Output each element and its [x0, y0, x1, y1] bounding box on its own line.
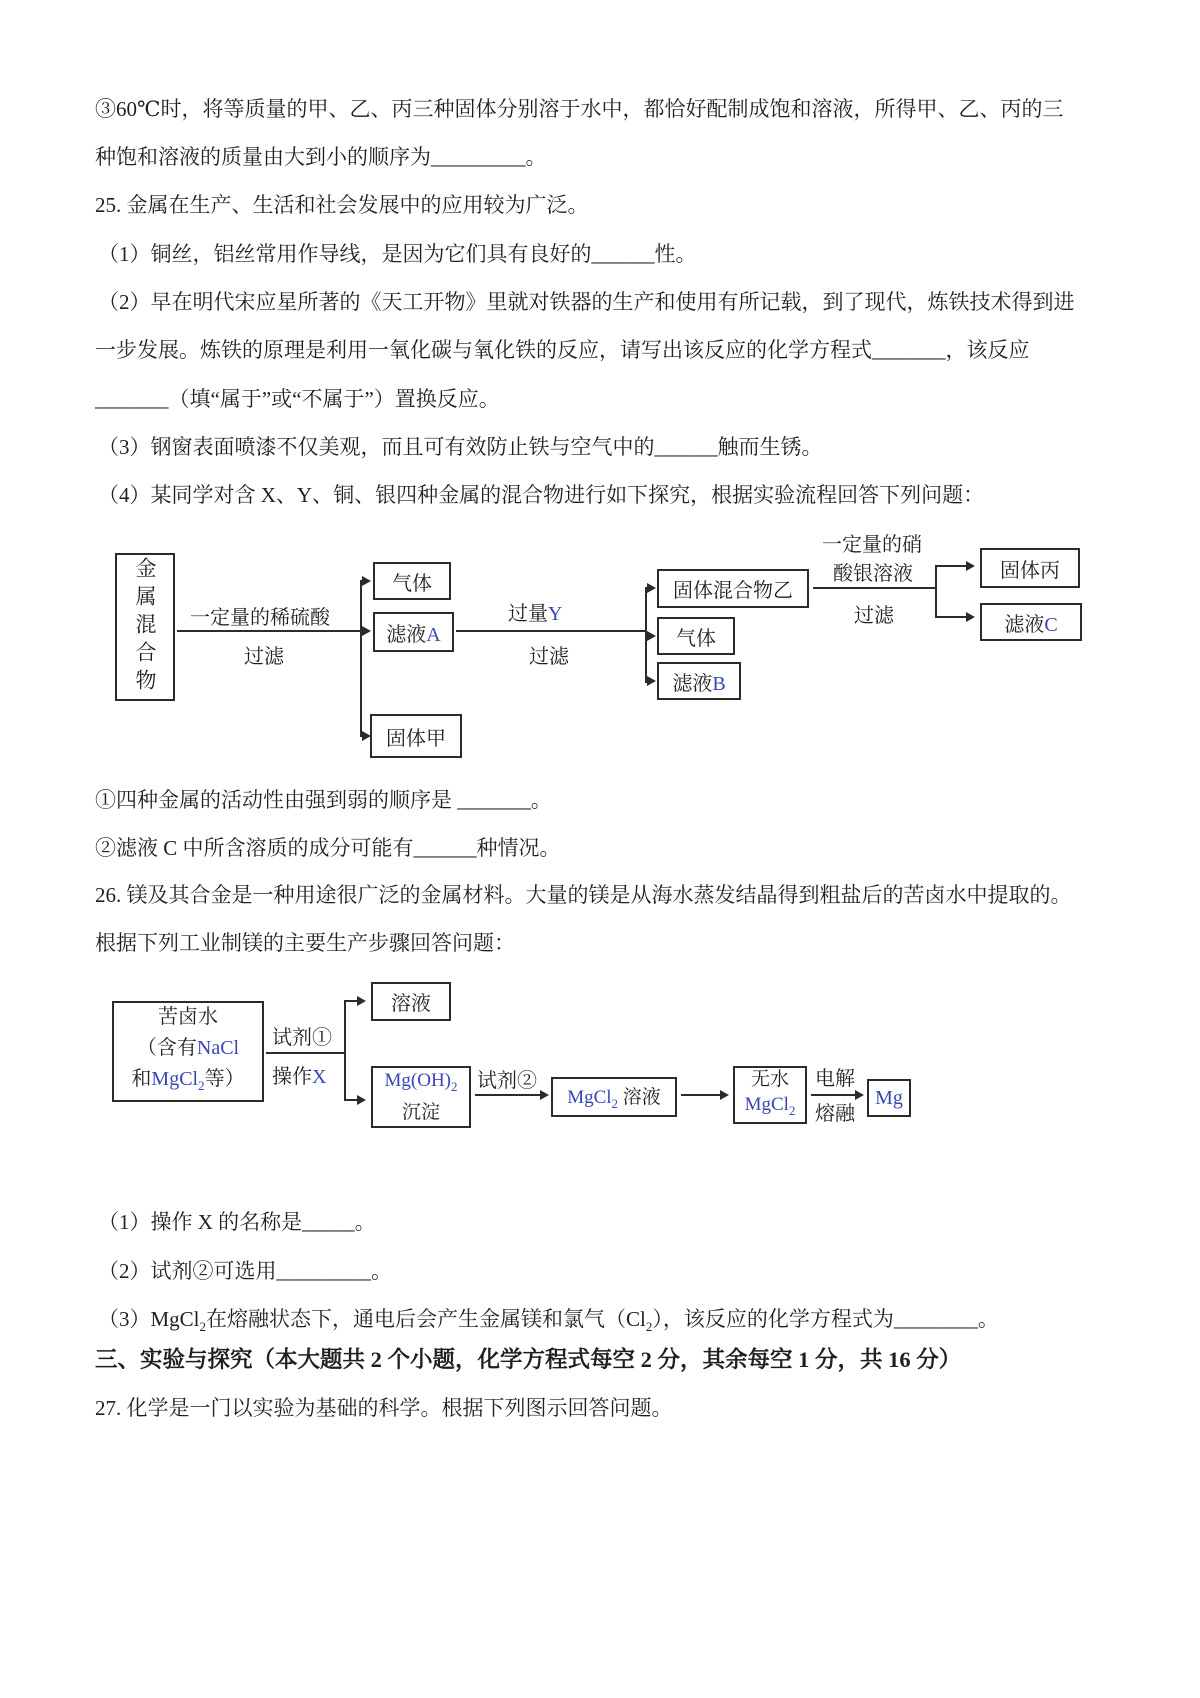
question-26-2: （2）试剂②可选用_________。: [98, 1259, 392, 1283]
flow-line-reagent-2: [475, 1094, 543, 1096]
label-molten: 熔融: [815, 1103, 855, 1125]
box-solid-bing: [980, 548, 1080, 588]
question-26-stem-line2: 根据下列工业制镁的主要生产步骤回答问题：: [95, 931, 515, 955]
box-filtrate-c: [980, 603, 1082, 641]
question-26-stem-line1: 26. 镁及其合金是一种用途很广泛的金属材料。大量的镁是从海水蒸发结晶得到粗盐后的苦卤水中提取的。: [95, 883, 1072, 907]
flow-stub-filtrate-c: [937, 616, 968, 618]
box-mgcl2-solution: [551, 1077, 677, 1117]
arrow-to-mg: [855, 1090, 864, 1100]
arrow-to-gas-2: [647, 631, 656, 641]
question-24-3-line2: 种饱和溶液的质量由大到小的顺序为_________。: [95, 145, 547, 169]
label-excess-y: 过量Y: [508, 603, 563, 625]
question-25-1: （1）铜丝，铝丝常用作导线，是因为它们具有良好的______性。: [98, 242, 697, 266]
box-anhydrous-text: 无水: [750, 1069, 789, 1091]
question-25-2-line3: _______（填“属于”或“不属于”）置换反应。: [95, 387, 500, 411]
box-mg-label: Mg: [875, 1086, 903, 1109]
question-25-4: （4）某同学对含 X、Y、铜、银四种金属的混合物进行如下探究，根据实验流程回答下列问题：: [98, 483, 985, 507]
box-filtrate-a: [373, 612, 454, 652]
question-26-1: （1）操作 X 的名称是_____。: [98, 1210, 376, 1234]
question-25-4-sub2: ②滤液 C 中所含溶质的成分可能有______种情况。: [95, 836, 561, 860]
label-silver-nitrate-1: 一定量的硝: [822, 534, 922, 556]
flow-stub-solution: [344, 1000, 358, 1002]
box-gas-2: [657, 617, 735, 655]
box-filtrate-b: [657, 662, 741, 700]
box-filtrate-c-label: 滤液C: [1004, 613, 1058, 636]
label-filter-3: 过滤: [854, 605, 894, 627]
box-solution-label: 溶液: [391, 993, 431, 1015]
box-mgcl2-solution-label: MgCl$_2$ 溶液: [567, 1087, 661, 1111]
box-mgoh2-formula: $Mg(OH)_2$: [384, 1070, 458, 1094]
label-dilute-sulfuric-acid: 一定量的稀硫酸: [190, 607, 330, 629]
box-solid-bing-label: 固体丙: [1000, 559, 1060, 582]
label-filter-2: 过滤: [529, 646, 569, 668]
box-solid-jia: [370, 714, 462, 758]
box-gas-1: [373, 562, 451, 600]
label-filter-1: 过滤: [244, 646, 284, 668]
box-bittern-line1: 苦卤水: [158, 1006, 218, 1028]
arrow-to-solution: [357, 996, 366, 1006]
box-filtrate-a-label: 滤液A: [386, 623, 441, 646]
flow-line-electrolysis: [811, 1094, 858, 1096]
box-bittern: [112, 1001, 264, 1102]
box-metal-mixture: [115, 553, 175, 701]
arrow-to-filtrate-a: [362, 626, 371, 636]
question-27-stem: 27. 化学是一门以实验为基础的科学。根据下列图示回答问题。: [95, 1396, 673, 1420]
box-anhydrous-formula: MgCl$_2$: [744, 1094, 796, 1118]
box-anhydrous-mgcl2: [733, 1066, 807, 1124]
box-mgoh2-text: 沉淀: [401, 1101, 440, 1123]
arrow-to-precipitate: [357, 1095, 366, 1105]
arrow-to-solid-bing: [966, 561, 975, 571]
question-25-2-line2: 一步发展。炼铁的原理是利用一氧化碳与氧化铁的反应，请写出该反应的化学方程式_______，该反应: [95, 338, 1030, 362]
box-filtrate-b-label: 滤液B: [672, 672, 726, 695]
flow-stub-solid-bing: [937, 565, 968, 567]
question-25-stem: 25. 金属在生产、生活和社会发展中的应用较为广泛。: [95, 193, 589, 217]
arrow-to-filtrate-b: [647, 676, 656, 686]
question-25-3: （3）钢窗表面喷漆不仅美观，而且可有效防止铁与空气中的______触而生锈。: [98, 435, 823, 459]
box-solid-jia-label: 固体甲: [386, 727, 446, 750]
arrow-to-anhydrous: [720, 1090, 729, 1100]
label-reagent-1: 试剂①: [272, 1027, 332, 1049]
question-26-3: （3）MgCl$_2$在熔融状态下，通电后会产生金属镁和氯气$(Cl_2)$，该反应的化学方程式为________。: [98, 1307, 999, 1335]
box-gas-2-label: 气体: [676, 627, 716, 650]
box-bittern-line3: 和MgCl$_2$等）: [131, 1068, 245, 1093]
flow-split-1: [360, 580, 362, 737]
arrow-to-gas-1: [362, 576, 371, 586]
box-solid-mixture-yi-label: 固体混合物乙: [673, 580, 793, 602]
flow-split-3: [935, 565, 937, 618]
flow-line-reagent-1: [266, 1052, 346, 1054]
arrow-to-filtrate-c: [966, 612, 975, 622]
box-metal-mixture-label: 金属混合物: [133, 557, 157, 697]
question-25-2-line1: （2）早在明代宋应星所著的《天工开物》里就对铁器的生产和使用有所记载，到了现代，炼铁技术得到进: [98, 290, 1075, 314]
flow-line-excess-y: [456, 630, 645, 632]
flow-line-to-anhydrous: [681, 1094, 723, 1096]
box-mg: [867, 1079, 911, 1117]
label-operation-x: 操作X: [272, 1066, 327, 1088]
flow-line-silver-nitrate: [813, 587, 937, 589]
label-silver-nitrate-2: 酸银溶液: [833, 563, 913, 585]
section-3-heading: 三、实验与探究（本大题共 2 个小题，化学方程式每空 2 分，其余每空 1 分，共 16 分）: [95, 1347, 962, 1372]
flow-stub-precipitate: [344, 1099, 358, 1101]
box-gas-1-label: 气体: [392, 572, 432, 595]
box-solution: [371, 982, 451, 1021]
flow-line-acid: [177, 630, 364, 632]
question-24-3-line1: ③60℃时，将等质量的甲、乙、丙三种固体分别溶于水中，都恰好配制成饱和溶液，所得甲、乙、丙的三: [95, 97, 1064, 121]
arrow-to-mgcl2-solution: [540, 1090, 549, 1100]
flow-split-4: [344, 1001, 346, 1101]
arrow-to-solid-mixture-yi: [647, 583, 656, 593]
question-25-4-sub1: ①四种金属的活动性由强到弱的顺序是 _______。: [95, 788, 552, 812]
box-solid-mixture-yi: [657, 569, 809, 608]
box-bittern-line2: （含有NaCl: [136, 1037, 240, 1059]
box-mgoh2-precipitate: [371, 1066, 471, 1128]
label-reagent-2: 试剂②: [477, 1070, 537, 1092]
label-electrolysis: 电解: [815, 1068, 855, 1090]
